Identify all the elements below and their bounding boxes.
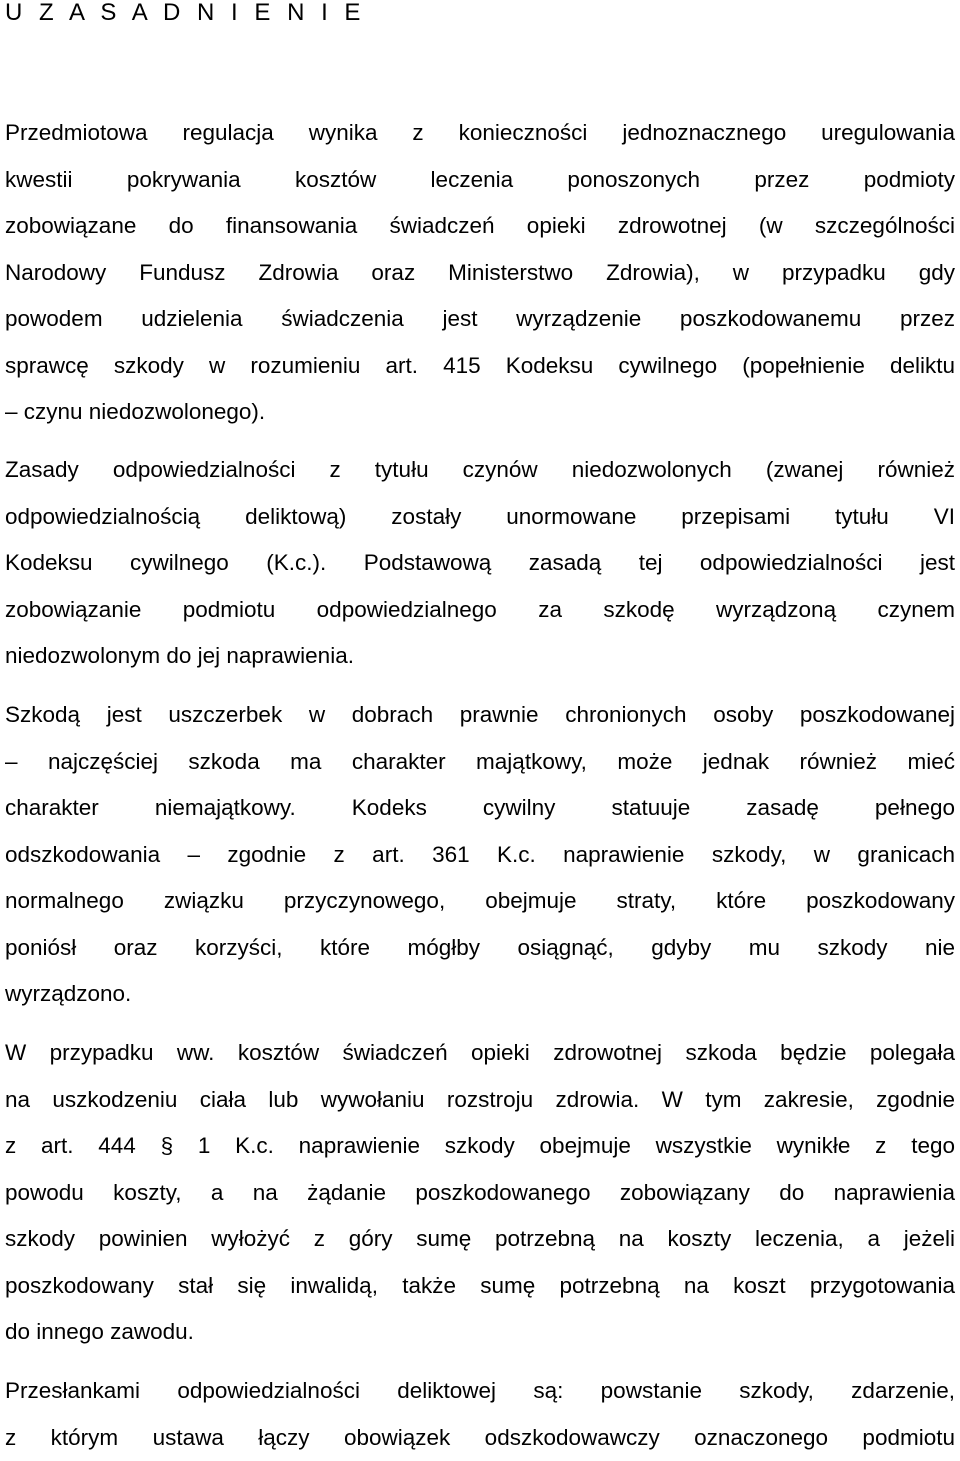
text-line: Narodowy Fundusz Zdrowia oraz Ministerstwo Zdrowia), w przypadku gdy [5,250,955,297]
text-line: odpowiedzialnością deliktową) zostały unormowane przepisami tytułu VI [5,494,955,541]
text-line: na uszkodzeniu ciała lub wywołaniu rozstroju zdrowia. W tym zakresie, zgodnie [5,1077,955,1124]
text-line: Kodeksu cywilnego (K.c.). Podstawową zasadą tej odpowiedzialności jest [5,540,955,587]
text-line: Zasady odpowiedzialności z tytułu czynów niedozwolonych (zwanej również [5,447,955,494]
text-line: – najczęściej szkoda ma charakter majątkowy, może jednak również mieć [5,739,955,786]
text-line: poszkodowany stał się inwalidą, także sumę potrzebną na koszt przygotowania [5,1263,955,1310]
paragraph [5,1030,955,1356]
document-heading: U Z A S A D N I E N I E [5,0,365,30]
text-line: powodu koszty, a na żądanie poszkodowanego zobowiązany do naprawienia [5,1170,955,1217]
text-line: wyrządzono. [5,971,955,1018]
text-line: sprawcę szkody w rozumieniu art. 415 Kodeksu cywilnego (popełnienie deliktu [5,343,955,390]
text-line: do innego zawodu. [5,1309,955,1356]
paragraph [5,110,955,436]
text-line: Przedmiotowa regulacja wynika z konieczności jednoznacznego uregulowania [5,110,955,157]
text-line: zobowiązanie podmiotu odpowiedzialnego za szkodę wyrządzoną czynem [5,587,955,634]
text-line: Przesłankami odpowiedzialności deliktowej są: powstanie szkody, zdarzenie, [5,1368,955,1415]
text-line: poniósł oraz korzyści, które mógłby osiągnąć, gdyby mu szkody nie [5,925,955,972]
text-line: odszkodowania – zgodnie z art. 361 K.c. naprawienie szkody, w granicach [5,832,955,879]
text-line: kwestii pokrywania kosztów leczenia ponoszonych przez podmioty [5,157,955,204]
text-line: niedozwolonym do jej naprawienia. [5,633,955,680]
paragraph [5,692,955,1018]
text-line: z którym ustawa łączy obowiązek odszkodowawczy oznaczonego podmiotu [5,1415,955,1461]
paragraph [5,447,955,680]
text-line: Szkodą jest uszczerbek w dobrach prawnie chronionych osoby poszkodowanej [5,692,955,739]
text-line: – czynu niedozwolonego). [5,389,955,436]
text-line: W przypadku ww. kosztów świadczeń opieki zdrowotnej szkoda będzie polegała [5,1030,955,1077]
text-line: powodem udzielenia świadczenia jest wyrządzenie poszkodowanemu przez [5,296,955,343]
paragraph [5,1368,955,1461]
text-line: zobowiązane do finansowania świadczeń opieki zdrowotnej (w szczególności [5,203,955,250]
text-line: z art. 444 § 1 K.c. naprawienie szkody obejmuje wszystkie wynikłe z tego [5,1123,955,1170]
text-line: szkody powinien wyłożyć z góry sumę potrzebną na koszty leczenia, a jeżeli [5,1216,955,1263]
text-line: normalnego związku przyczynowego, obejmuje straty, które poszkodowany [5,878,955,925]
text-line: charakter niemajątkowy. Kodeks cywilny statuuje zasadę pełnego [5,785,955,832]
